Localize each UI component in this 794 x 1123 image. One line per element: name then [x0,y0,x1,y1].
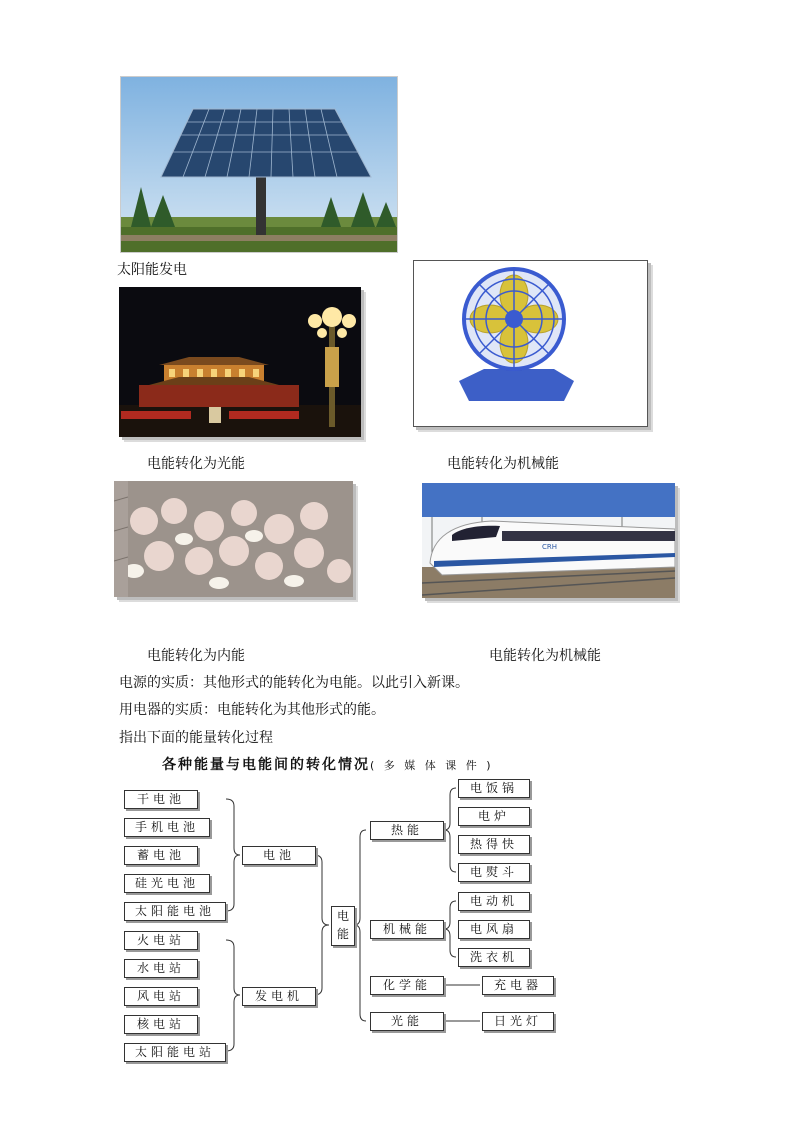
paragraph-instruction: 指出下面的能量转化过程 [119,730,273,746]
train-logo: CRH [542,543,558,551]
caption-incubator: 电能转化为内能 [147,648,245,664]
electric-energy-box [331,906,355,946]
source-thermal-station: 火电站 [124,931,198,950]
device-electric-fan: 电风扇 [458,920,530,939]
source-phone-battery: 手机电池 [124,818,210,837]
caption-fan: 电能转化为机械能 [447,456,559,472]
caption-solar: 太阳能发电 [117,262,187,278]
device-motor: 电动机 [458,892,530,911]
electric-energy-char-2: 能 [336,927,349,941]
source-silicon-cell: 硅光电池 [124,874,210,893]
source-hydro-station: 水电站 [124,959,198,978]
electric-energy-char-1: 电 [336,909,349,923]
source-solar-station: 太阳能电站 [124,1043,226,1062]
form-light: 光能 [370,1012,444,1031]
caption-train: 电能转化为机械能 [489,648,601,664]
group-battery: 电池 [242,846,316,865]
caption-light: 电能转化为光能 [147,456,245,472]
paragraph-power-source: 电源的实质：其他形式的能转化为电能。以此引入新课。 [119,675,469,691]
source-nuclear-station: 核电站 [124,1015,198,1034]
device-immersion-heater: 热得快 [458,835,530,854]
source-solar-battery: 太阳能电池 [124,902,226,921]
source-dry-battery: 干电池 [124,790,198,809]
source-storage-battery: 蓄电池 [124,846,198,865]
device-rice-cooker: 电饭锅 [458,779,530,798]
device-charger: 充电器 [482,976,554,995]
diagram-subtitle: ( 多 媒 体 课 件 ) [370,759,494,772]
device-electric-iron: 电熨斗 [458,863,530,882]
diagram-title-text: 各种能量与电能间的转化情况 [162,757,370,773]
paragraph-appliance: 用电器的实质：电能转化为其他形式的能。 [119,702,385,718]
device-washing-machine: 洗衣机 [458,948,530,967]
form-mechanical: 机械能 [370,920,444,939]
form-chemical: 化学能 [370,976,444,995]
group-generator: 发电机 [242,987,316,1006]
device-electric-stove: 电炉 [458,807,530,826]
form-heat: 热能 [370,821,444,840]
device-fluorescent-lamp: 日光灯 [482,1012,554,1031]
source-wind-station: 风电站 [124,987,198,1006]
